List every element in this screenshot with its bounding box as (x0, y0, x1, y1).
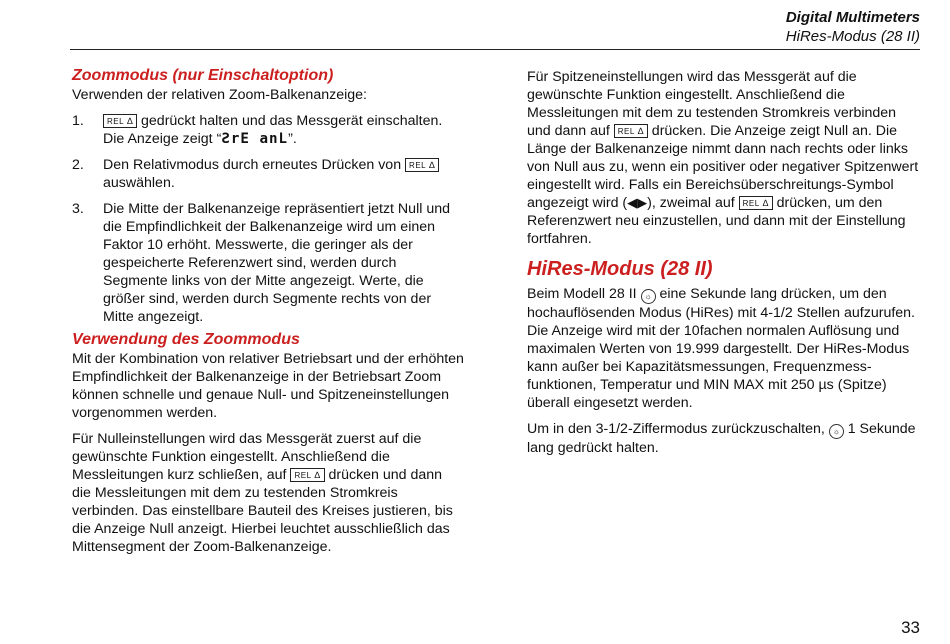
step-text-a: Den Relativmodus durch erneutes Drücken von (103, 157, 406, 173)
hires-para-part-a: Beim Modell 28 II (527, 286, 641, 302)
rel-key-icon (739, 196, 773, 210)
header-title: Digital Multimeters (785, 9, 920, 26)
running-header (786, 8, 920, 46)
rel-triangle-icon: ∆ (429, 160, 436, 170)
back-para-part-b: 1 Sekunde lang gedrückt halten. (527, 421, 916, 456)
zoom-usage-paragraph: Mit der Kombination von relativer Betriebsart und der erhöhten Empfindlichkeit der Balkenanzeige in der Betriebsart Zoom können schnelle und genaue Null- und Spitzeneinstellungen vorgenommen werden. (72, 351, 464, 421)
hires-paragraph (527, 285, 919, 412)
step-number: 1. (72, 113, 84, 129)
hires-heading: HiRes-Modus (28 II) (527, 258, 713, 280)
step-text-b: ”. (288, 131, 297, 147)
list-item (72, 112, 464, 148)
back-para-part-a: Um in den 3-1/2-Ziffermodus zurückzuschalten, (527, 421, 829, 437)
peak-para-part-c: ), zweimal auf (647, 195, 739, 211)
header-rule (70, 49, 920, 50)
step-number: 2. (72, 157, 84, 173)
step-number: 3. (72, 201, 84, 217)
rel-triangle-icon: ∆ (762, 198, 769, 208)
step-text-a: gedrückt halten und das Messgerät einschalten. Die Anzeige zeigt “ (103, 113, 443, 147)
peak-adjust-paragraph (527, 68, 919, 248)
null-para-part-b: drücken und dann die Messleitungen mit dem zu testenden Stromkreis verbinden. Das einstellbare Bauteil des Kreises justieren, bis die Anzeige Null anzeigt. Hierbei leuchtet ausschließlich das Mittensegment der Zoom-Balkenanzeige. (72, 467, 453, 555)
peak-para-part-a: Für Spitzeneinstellungen wird das Messgerät auf die gewünschte Funktion eingestellt. Anschließend die Messleitungen mit dem zu testenden Stromkreis verbinden und dann auf (527, 69, 897, 139)
rel-triangle-icon: ∆ (127, 116, 134, 126)
step-text: Die Mitte der Balkenanzeige repräsentiert jetzt Null und die Empfindlichkeit der Balkenanzeige wird um einen Faktor 10 erhöht. Messwerte, die geringer als der gespeicherte Referenzwert sind, werden durch Segmente links von der Mitte angezeigt. Werte, die größer sind, werden durch Segmente rechts von der Mitte angezeigt. (103, 201, 450, 325)
rel-triangle-icon: ∆ (314, 470, 321, 480)
peak-para-part-b: drücken. Die Anzeige zeigt Null an. Die Länge der Balkenanzeige nimmt dann nach rechts oder links von Null aus zu, wenn ein positiver oder negativer Spitzenwert eingestellt wird. Falls ein Bereichsüberschreitungs-Symbol angezeigt wird ( (527, 123, 919, 211)
zoom-usage-heading: Verwendung des Zoommodus (72, 331, 300, 348)
rel-key-label: REL (742, 199, 760, 208)
return-mode-paragraph (527, 420, 919, 457)
page-number: 33 (901, 618, 920, 637)
list-item (72, 200, 464, 326)
rel-key-label: REL (617, 127, 635, 136)
rel-key-label: REL (409, 161, 427, 170)
rel-key-label: REL (107, 117, 125, 126)
rel-triangle-icon: ∆ (637, 126, 644, 136)
rel-key-icon (103, 114, 137, 128)
right-column (527, 68, 919, 457)
left-column (72, 66, 464, 556)
zoom-mode-heading: Zoommodus (nur Einschaltoption) (72, 67, 334, 84)
overrange-arrows-icon: ◀▶ (627, 195, 648, 210)
hires-para-part-b: eine Sekunde lang drücken, um den hochauflösenden Modus (HiRes) mit 4-1/2 Stellen aufzurufen. Die Anzeige wird mit der 10fachen normalen Auflösung und maximalen Werten von 19.999 dargestellt. Der HiRes-Modus kann außer bei Kapazitätsmessungen, Frequenzmess-funktionen, Temperatur und MIN MAX mit 250 µs (Spitze) überall eingesetzt werden. (527, 286, 916, 411)
list-item (72, 156, 464, 192)
rel-key-icon (290, 468, 324, 482)
rel-key-icon (614, 124, 648, 138)
hires-button-icon: ☼ (641, 289, 656, 304)
peak-para-part-d: drücken, um den Referenzwert neu einzustellen, und dann mit der Einstellung fortfahren. (527, 195, 906, 247)
rel-key-icon (405, 158, 439, 172)
hires-button-icon: ☼ (829, 424, 844, 439)
null-adjust-paragraph (72, 430, 464, 556)
step-text-b: auswählen. (103, 175, 175, 191)
rel-key-label: REL (294, 471, 312, 480)
null-para-part-a: Für Nulleinstellungen wird das Messgerät zuerst auf die gewünschte Funktion eingestellt. Anschließend die Messleitungen kurz schließen, auf (72, 431, 422, 483)
zoom-steps (72, 112, 464, 326)
zoom-intro: Verwenden der relativen Zoom-Balkenanzeige: (72, 87, 367, 103)
lcd-readout: ƧrE anL (221, 131, 289, 147)
header-subtitle: HiRes-Modus (28 II) (785, 28, 920, 45)
